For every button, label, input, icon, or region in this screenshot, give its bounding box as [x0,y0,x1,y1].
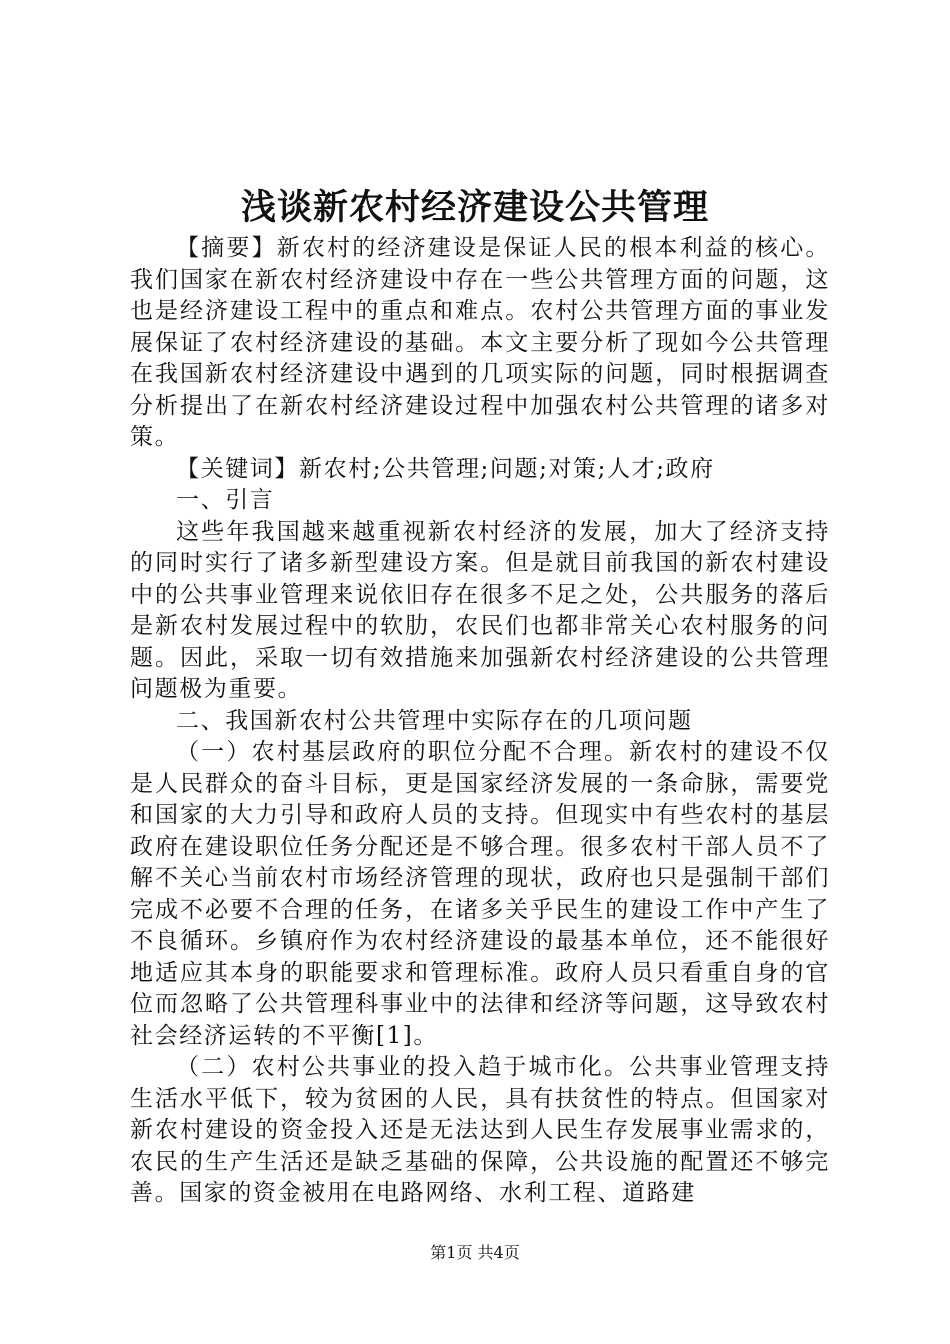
introduction-paragraph: 这些年我国越来越重视新农村经济的发展，加大了经济支持的同时实行了诸多新型建设方案。但是就目前我国的新农村建设中的公共事业管理来说依旧存在很多不足之处，公共服务的落后是新农村发展过程中的软肋，农民们也都非常关心农村服务的问题。因此，采取一切有效措施来加强新农村经济建设的公共管理问题极为重要。 [130,518,830,702]
document-body [130,233,830,1210]
document-title: 浅谈新农村经济建设公共管理 [240,187,709,228]
abstract-paragraph: 【摘要】新农村的经济建设是保证人民的根本利益的核心。我们国家在新农村经济建设中存在一些公共管理方面的问题，这也是经济建设工程中的重点和难点。农村公共管理方面的事业发展保证了农村经济建设的基础。本文主要分析了现如今公共管理在我国新农村经济建设中遇到的几项实际的问题，同时根据调查分析提出了在新农村经济建设过程中加强农村公共管理的诸多对策。 [130,235,830,450]
keywords-paragraph: 【关键词】新农村;公共管理;问题;对策;人才;政府 [176,455,715,482]
page-number-footer: 第1页 共4页 [430,1243,520,1262]
problem-two-paragraph: （二）农村公共事业的投入趋于城市化。公共事业管理支持生活水平低下，较为贫困的人民，具有扶贫性的特点。但国家对新农村建设的资金投入还是无法达到人民生存发展事业需求的，农民的生产生活还是缺乏基础的保障，公共设施的配置还不够完善。国家的资金被用在电路网络、水利工程、道路建 [130,1054,830,1206]
section-heading-problems: 二、我国新农村公共管理中实际存在的几项问题 [176,707,693,734]
section-heading-introduction: 一、引言 [176,487,275,513]
problem-one-paragraph: （一）农村基层政府的职位分配不合理。新农村的建设不仅是人民群众的奋斗目标，更是国家经济发展的一条命脉，需要党和国家的大力引导和政府人员的支持。但现实中有些农村的基层政府在建设职位任务分配还是不够合理。很多农村干部人员不了解不关心当前农村市场经济管理的现状，政府也只是强制干部们完成不必要不合理的任务，在诸多关乎民生的建设工作中产生了不良循环。乡镇府作为农村经济建设的最基本单位，还不能很好地适应其本身的职能要求和管理标准。政府人员只看重自身的官位而忽略了公共管理科事业中的法律和经济等问题，这导致农村社会经济运转的不平衡[1]。 [130,739,830,1049]
